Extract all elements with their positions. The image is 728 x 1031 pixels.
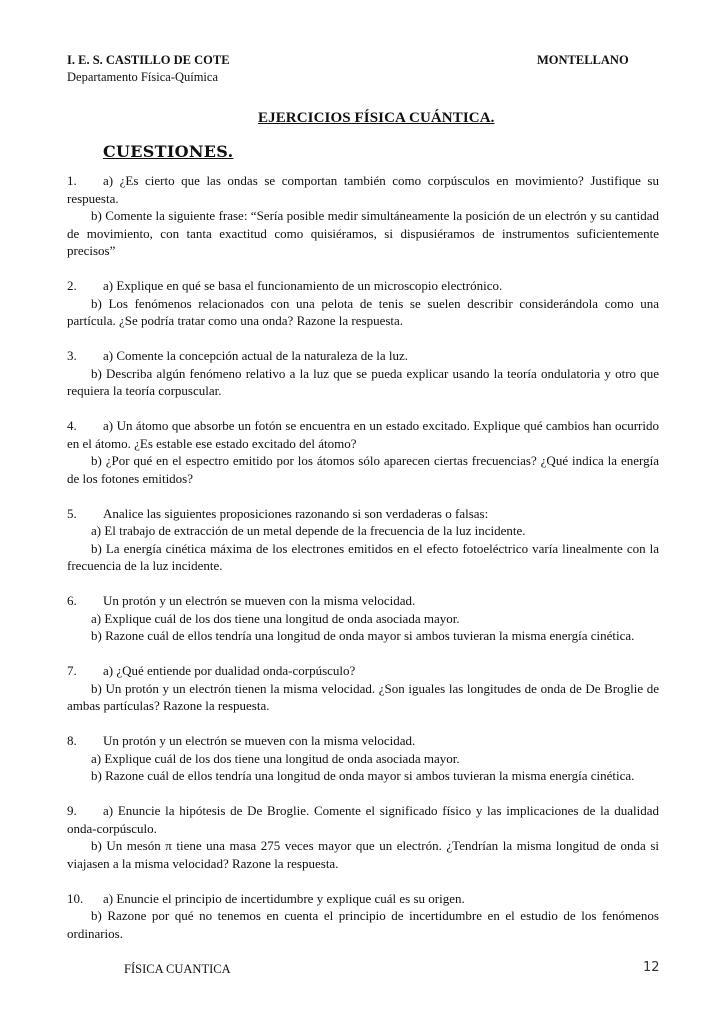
question-first-line bbox=[67, 505, 659, 523]
question-item bbox=[67, 417, 659, 487]
question-item bbox=[67, 662, 659, 715]
question-item bbox=[67, 277, 659, 330]
question-subpart: a) El trabajo de extracción de un metal depende de la frecuencia de la luz incidente. bbox=[91, 523, 526, 538]
question-text: Analice las siguientes proposiciones razonando si son verdaderas o falsas: bbox=[103, 505, 489, 521]
question-subpart: b) ¿Por qué en el espectro emitido por los átomos sólo aparecen ciertas frecuencias? ¿Qué indica la energía de los fotones emitidos? bbox=[67, 453, 659, 486]
question-text: a) ¿Es cierto que las ondas se comportan también como corpúsculos en movimiento? Justifique su respuesta. bbox=[67, 173, 659, 206]
page-number: 12 bbox=[643, 960, 660, 975]
question-number: 2. bbox=[67, 278, 77, 293]
question-list bbox=[67, 172, 659, 960]
question-subpart: b) Un protón y un electrón tienen la misma velocidad. ¿Son iguales las longitudes de onda de De Broglie de ambas partículas? Razone la respuesta. bbox=[67, 680, 659, 713]
page-header bbox=[67, 52, 230, 86]
question-subpart: b) Razone cuál de ellos tendría una longitud de onda mayor si ambos tuvieran la misma energía cinética. bbox=[91, 768, 635, 783]
question-first-line bbox=[67, 662, 659, 680]
section-heading: CUESTIONES. bbox=[103, 142, 234, 161]
question-number: 4. bbox=[67, 418, 77, 433]
question-first-line bbox=[67, 347, 659, 365]
question-subpart: b) Razone por qué no tenemos en cuenta el principio de incertidumbre en el estudio de los fenómenos ordinarios. bbox=[67, 908, 659, 941]
town-name: MONTELLANO bbox=[537, 53, 629, 67]
question-number: 1. bbox=[67, 173, 77, 188]
question-number: 5. bbox=[67, 505, 77, 521]
question-subpart: b) Describa algún fenómeno relativo a la luz que se pueda explicar usando la teoría ondulatoria y otro que requiera la teoría corpuscular. bbox=[67, 365, 659, 398]
question-text: Un protón y un electrón se mueven con la misma velocidad. bbox=[103, 593, 416, 608]
question-text: a) ¿Qué entiende por dualidad onda-corpúsculo? bbox=[103, 663, 356, 678]
question-item bbox=[67, 172, 659, 260]
question-first-line bbox=[67, 592, 659, 610]
question-item bbox=[67, 890, 659, 943]
question-number: 6. bbox=[67, 593, 77, 608]
question-subpart: a) Explique cuál de los dos tiene una longitud de onda asociada mayor. bbox=[91, 750, 460, 766]
question-subpart: b) La energía cinética máxima de los electrones emitidos en el efecto fotoeléctrico varía linealmente con la frecuencia de la luz incidente. bbox=[67, 540, 659, 573]
question-item bbox=[67, 732, 659, 785]
document-title: EJERCICIOS FÍSICA CUÁNTICA. bbox=[258, 110, 495, 126]
question-item bbox=[67, 347, 659, 400]
footer-label: FÍSICA CUANTICA bbox=[124, 962, 231, 976]
question-item bbox=[67, 802, 659, 872]
question-number: 9. bbox=[67, 803, 77, 818]
school-name: I. E. S. CASTILLO DE COTE bbox=[67, 53, 230, 67]
question-first-line bbox=[67, 417, 659, 452]
question-text: a) Enuncie la hipótesis de De Broglie. Comente el significado físico y las implicaciones de la dualidad onda-corpúsculo. bbox=[67, 803, 659, 836]
question-subpart: b) Razone cuál de ellos tendría una longitud de onda mayor si ambos tuvieran la misma energía cinética. bbox=[91, 628, 635, 643]
question-text: a) Enuncie el principio de incertidumbre y explique cuál es su origen. bbox=[103, 890, 465, 906]
question-text: a) Comente la concepción actual de la naturaleza de la luz. bbox=[103, 348, 408, 363]
question-number: 8. bbox=[67, 733, 77, 748]
department-name: Departamento Física-Química bbox=[67, 70, 218, 84]
question-number: 3. bbox=[67, 348, 77, 363]
question-first-line bbox=[67, 172, 659, 207]
question-first-line bbox=[67, 732, 659, 750]
question-subpart: b) Un mesón π tiene una masa 275 veces mayor que un electrón. ¿Tendrían la misma longitud de onda si viajasen a la misma velocidad? Razone la respuesta. bbox=[67, 838, 659, 871]
question-number: 10. bbox=[67, 890, 84, 906]
question-text: a) Un átomo que absorbe un fotón se encuentra en un estado excitado. Explique qué cambios han ocurrido en el átomo. ¿Es estable ese estado excitado del átomo? bbox=[67, 418, 659, 451]
question-text: a) Explique en qué se basa el funcionamiento de un microscopio electrónico. bbox=[103, 278, 503, 293]
question-subpart: b) Los fenómenos relacionados con una pelota de tenis se suelen describir considerándola como una partícula. ¿Se podría tratar como una onda? Razone la respuesta. bbox=[67, 295, 659, 328]
question-first-line bbox=[67, 802, 659, 837]
question-item bbox=[67, 505, 659, 575]
question-first-line bbox=[67, 277, 659, 295]
question-text: Un protón y un electrón se mueven con la misma velocidad. bbox=[103, 733, 416, 748]
question-number: 7. bbox=[67, 663, 77, 678]
question-subpart: b) Comente la siguiente frase: “Sería posible medir simultáneamente la posición de un electrón y su cantidad de movimiento, con tanta exactitud como quisiéramos, si dispusiéramos de instrumentos suficientemente precisos” bbox=[67, 208, 659, 258]
question-subpart: a) Explique cuál de los dos tiene una longitud de onda asociada mayor. bbox=[91, 610, 460, 626]
question-first-line bbox=[67, 890, 659, 908]
question-item bbox=[67, 592, 659, 645]
